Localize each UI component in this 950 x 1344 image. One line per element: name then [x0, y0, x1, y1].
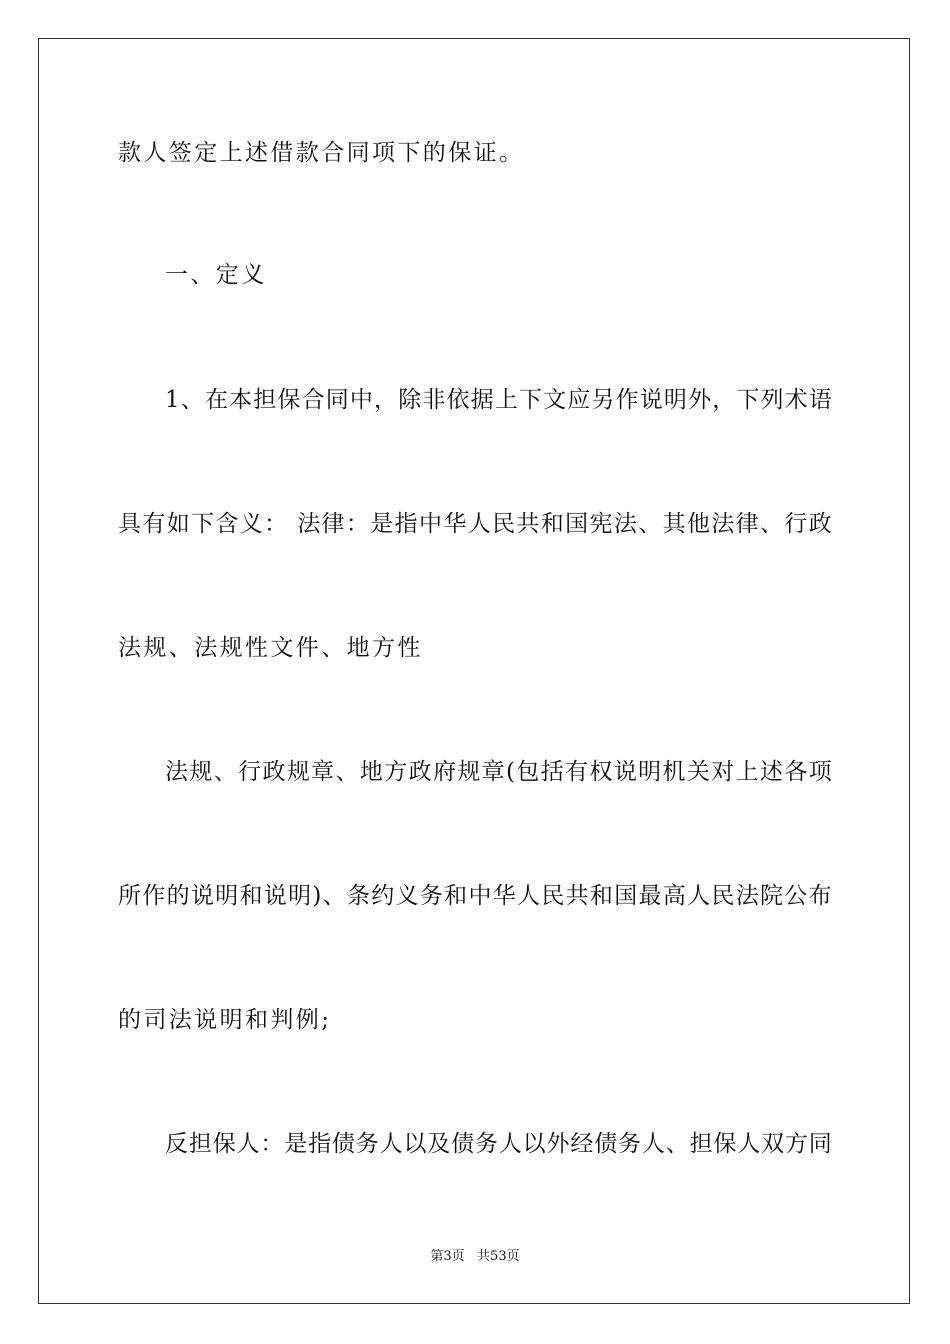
text-char: 同	[808, 1131, 832, 1157]
text-char: )	[312, 883, 322, 909]
text-char: 民	[711, 883, 735, 909]
text-char: 共	[516, 511, 540, 537]
text-char: 政	[262, 759, 286, 785]
text-char: 高	[662, 883, 686, 909]
text-char: 权	[589, 759, 613, 785]
text-char: 法	[165, 759, 188, 785]
page-number-footer: 第3页 共53页	[430, 1249, 520, 1264]
paragraph-line: 的司法说明和判例;	[118, 1007, 332, 1033]
text-char: 合	[301, 387, 325, 413]
text-char: 包	[516, 759, 540, 785]
text-char: 务	[355, 1131, 379, 1157]
text-char: 宪	[589, 511, 613, 537]
text-char: 规	[286, 759, 310, 785]
text-char: 同	[325, 387, 349, 413]
text-char: 上	[735, 759, 759, 785]
text-char: 院	[760, 883, 783, 909]
text-char: 政	[808, 511, 832, 537]
text-char: 人	[517, 883, 541, 909]
text-char: 应	[567, 387, 591, 413]
text-char	[289, 509, 296, 539]
text-char: 人	[379, 1131, 403, 1157]
text-char: 上	[494, 387, 518, 413]
text-char: 机	[662, 759, 686, 785]
text-char: 关	[686, 759, 710, 785]
text-char: 民	[492, 511, 516, 537]
text-char: 在	[204, 387, 228, 413]
paragraph-line	[118, 881, 832, 911]
text-char: 如	[166, 511, 190, 537]
text-char: 人	[467, 511, 491, 537]
text-char: 担	[253, 387, 277, 413]
text-char: 国	[565, 511, 589, 537]
text-char: 义	[395, 883, 419, 909]
text-char: ，	[712, 387, 736, 413]
text-char: 约	[371, 883, 395, 909]
text-char: 据	[470, 387, 494, 413]
text-char: 章	[311, 759, 335, 785]
text-char: 有	[565, 759, 589, 785]
text-char: 明	[288, 883, 312, 909]
text-char: 担	[188, 1131, 212, 1157]
text-char: 说	[190, 883, 214, 909]
text-char: 其	[662, 511, 686, 537]
text-char: 债	[451, 1131, 475, 1157]
text-char: 人	[498, 1131, 522, 1157]
paragraph-line	[118, 757, 832, 787]
text-char: ：	[260, 1131, 284, 1157]
page-border	[38, 38, 910, 1304]
text-char: 规	[189, 759, 213, 785]
text-char: 述	[759, 759, 783, 785]
text-char: ：	[264, 511, 288, 537]
text-char: 中	[418, 511, 442, 537]
text-char: 有	[142, 511, 166, 537]
text-char: 和	[239, 883, 263, 909]
text-char: 、	[180, 387, 204, 413]
text-char: 务	[419, 883, 443, 909]
text-char: 下	[518, 387, 542, 413]
text-char: 和	[589, 883, 613, 909]
text-char: 是	[284, 1131, 308, 1157]
text-char: 外	[688, 387, 712, 413]
text-char: 以	[403, 1131, 427, 1157]
text-char: 华	[492, 883, 516, 909]
text-char: 最	[638, 883, 662, 909]
text-char: 下	[191, 511, 215, 537]
text-char: 双	[761, 1131, 785, 1157]
text-char: 行	[238, 759, 262, 785]
paragraph-line	[118, 509, 832, 539]
text-char: 非	[422, 387, 446, 413]
text-char: 各	[784, 759, 808, 785]
text-char: 含	[215, 511, 239, 537]
text-char: 、	[760, 511, 784, 537]
text-char: 是	[370, 511, 394, 537]
text-char: 明	[663, 387, 687, 413]
text-char: 具	[118, 511, 141, 537]
text-char: 义	[239, 511, 263, 537]
text-char: 和	[540, 511, 564, 537]
text-char: 布	[808, 883, 832, 909]
text-char: 民	[541, 883, 565, 909]
text-char: 反	[165, 1131, 188, 1157]
text-char: 规	[457, 759, 481, 785]
text-char: 地	[359, 759, 383, 785]
text-char: 法	[297, 511, 321, 537]
text-char: 和	[444, 883, 468, 909]
text-char: 、	[665, 1131, 689, 1157]
text-char: ，	[374, 387, 398, 413]
paragraph-line	[118, 385, 832, 415]
text-char: 、	[638, 511, 662, 537]
text-char: 共	[565, 883, 589, 909]
text-char: 政	[408, 759, 432, 785]
text-char: 章	[481, 759, 505, 785]
text-char: 经	[570, 1131, 594, 1157]
text-char: 、	[322, 883, 346, 909]
text-char: 以	[522, 1131, 546, 1157]
text-char: (	[506, 759, 516, 785]
paragraph-line: 款人签定上述借款合同项下的保证。	[118, 140, 525, 166]
text-char: 作	[142, 883, 166, 909]
text-char: 华	[443, 511, 467, 537]
paragraph-line: 法规、法规性文件、地方性	[118, 635, 423, 661]
text-char: ：	[345, 511, 369, 537]
text-char: 语	[808, 387, 832, 413]
text-char: 除	[398, 387, 422, 413]
text-char: 对	[711, 759, 735, 785]
text-char: 公	[784, 883, 808, 909]
text-char: 另	[591, 387, 615, 413]
text-char: 所	[118, 883, 141, 909]
text-char: 、	[335, 759, 359, 785]
text-char: 方	[384, 759, 408, 785]
text-char: 债	[594, 1131, 618, 1157]
text-char: 人	[236, 1131, 260, 1157]
text-char: 保	[212, 1131, 236, 1157]
text-char: 说	[263, 883, 287, 909]
text-char: 府	[432, 759, 456, 785]
text-char: 下	[736, 387, 760, 413]
text-char: 明	[215, 883, 239, 909]
text-char: 中	[349, 387, 373, 413]
text-char: 1	[165, 387, 180, 413]
text-char: 务	[618, 1131, 642, 1157]
text-char: 人	[737, 1131, 761, 1157]
text-char: 项	[808, 759, 832, 785]
text-char: 债	[331, 1131, 355, 1157]
text-char: 人	[687, 883, 711, 909]
text-char: 的	[166, 883, 190, 909]
section-heading: 一、定义	[165, 262, 267, 288]
text-char: 明	[638, 759, 662, 785]
text-char: 担	[689, 1131, 713, 1157]
text-char: 本	[229, 387, 253, 413]
text-char: 法	[735, 883, 759, 909]
text-char: 指	[308, 1131, 332, 1157]
text-char: 依	[446, 387, 470, 413]
text-char: 作	[615, 387, 639, 413]
text-char: 外	[546, 1131, 570, 1157]
text-char: 人	[641, 1131, 665, 1157]
text-char: 保	[713, 1131, 737, 1157]
text-char: 列	[760, 387, 784, 413]
text-char: 保	[277, 387, 301, 413]
text-char: 务	[474, 1131, 498, 1157]
text-char: 术	[784, 387, 808, 413]
text-char: 说	[639, 387, 663, 413]
text-char: 、	[213, 759, 237, 785]
text-char: 方	[784, 1131, 808, 1157]
text-char: 律	[321, 511, 345, 537]
text-char: 说	[613, 759, 637, 785]
text-char: 他	[686, 511, 710, 537]
text-char: 文	[543, 387, 567, 413]
text-char: 法	[613, 511, 637, 537]
text-char: 指	[394, 511, 418, 537]
text-char: 行	[784, 511, 808, 537]
text-char: 条	[346, 883, 370, 909]
text-char: 国	[614, 883, 638, 909]
text-char: 括	[540, 759, 564, 785]
paragraph-line	[118, 1129, 832, 1159]
text-char: 中	[468, 883, 492, 909]
text-char: 及	[427, 1131, 451, 1157]
text-char: 法	[711, 511, 735, 537]
text-char: 律	[735, 511, 759, 537]
